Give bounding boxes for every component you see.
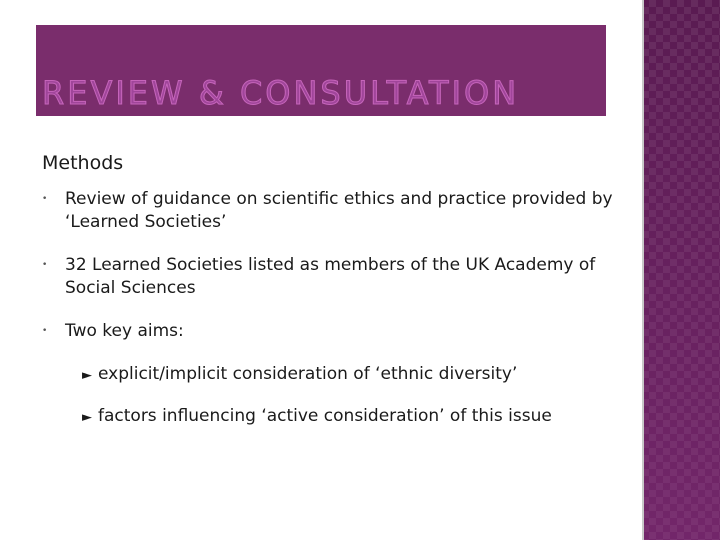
section-heading: Methods (42, 152, 124, 174)
bullet-marker: • (42, 326, 48, 336)
bullet-text: 32 Learned Societies listed as members of the UK Academy of Social Sciences (65, 255, 596, 298)
bullet-item (42, 188, 632, 234)
bullet-text: Two key aims: (65, 321, 184, 341)
bullet-item (42, 254, 632, 300)
bullet-marker: • (42, 260, 48, 270)
bullet-marker: • (42, 194, 48, 204)
sub-bullet-text: factors influencing ‘active consideration’ of this issue (98, 406, 552, 426)
sub-bullet-text: explicit/implicit consideration of ‘ethnic diversity’ (98, 364, 518, 384)
bullet-item (42, 320, 632, 343)
decorative-side-panel (642, 0, 720, 540)
bullet-text: Review of guidance on scientific ethics and practice provided by ‘Learned Societies’ (65, 189, 613, 232)
arrow-icon: ► (82, 410, 92, 425)
slide-body (42, 152, 632, 447)
arrow-icon: ► (82, 368, 92, 383)
title-band (36, 25, 606, 116)
sub-bullet-item (42, 405, 632, 429)
slide-title: REVIEW & CONSULTATION (42, 74, 520, 112)
sub-bullet-item (42, 363, 632, 387)
